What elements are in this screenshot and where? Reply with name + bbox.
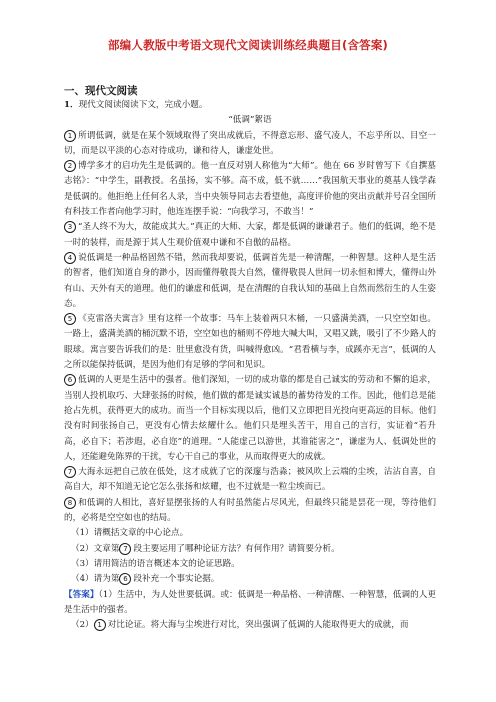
document-content <box>64 98 436 633</box>
paragraph-text: 所谓低调，就是在某个领域取得了突出成就后，不得意忘形、盛气凌人，不忘乎所以、目空一切，而是以平淡的心态对待成功，谦和待人，谦虚处世。 <box>64 130 436 156</box>
sub-question-text: （2）文章第 <box>71 543 120 554</box>
paragraph-number-badge: 7 <box>119 543 131 555</box>
paragraph-5 <box>64 312 436 373</box>
paragraph-1 <box>64 129 436 160</box>
paragraph-number-badge: 6 <box>64 374 76 386</box>
paragraph-text: “圣人终不为大，故能成其大。”真正的大师、大家，都是低调的谦谦君子。他们的低调，绝不是一时的装样，而是源于其人生观价值观中谦和不自傲的品格。 <box>64 222 436 248</box>
question-number: 1． <box>64 100 79 110</box>
document-title: 部编人教版中考语文现代文阅读训练经典题目(含答案) <box>107 38 388 52</box>
answer-1 <box>64 588 436 619</box>
paragraph-8 <box>64 496 436 527</box>
paragraph-number-badge: 1 <box>64 130 76 142</box>
sub-question-text: 段主要运用了哪种论证方法？有何作用？请简要分析。 <box>133 543 340 554</box>
answer-tag: 【答案】 <box>64 589 99 600</box>
sub-question-text: 段补充一个事实论据。 <box>133 574 220 585</box>
paragraph-text: 和低调的人相比，喜好显摆张扬的人有时虽然能占尽风光，但最终只能是昙花一现，等待他们的，必将是空空如也的结局。 <box>64 497 436 524</box>
answer-text: （2） <box>71 620 94 631</box>
paragraph-number-badge: 6 <box>119 573 131 585</box>
sub-question-text: （4）请为第 <box>71 574 120 585</box>
paragraph-2 <box>64 159 436 220</box>
paragraph-number-badge: 5 <box>64 313 76 325</box>
question-intro <box>64 98 436 113</box>
paragraph-text: 大海永远把自己放在低处，这才成就了它的深邃与浩淼；被风吹上云端的尘埃，沾沾自喜，自高自大，却不知道无论它怎么张扬和炫耀，也不过就是一粒尘埃而已。 <box>64 467 436 493</box>
answer-2 <box>64 618 436 633</box>
paragraph-3 <box>64 220 436 251</box>
question-intro-text: 现代文阅读阅读下文，完成小题。 <box>78 100 208 110</box>
sub-question-4 <box>64 572 436 587</box>
paragraph-number-badge: 8 <box>64 497 76 509</box>
answer-text: （1）生活中，为人处世要低调。或：低调是一种品格、一种清醒、一种智慧，低调的人更是生活中的强者。 <box>64 589 436 615</box>
sub-question-2 <box>64 542 436 557</box>
sub-question-3: （3）请用简洁的语言概述本文的论证思路。 <box>71 558 240 569</box>
answer-text: 对比论证。将大海与尘埃进行对比，突出强调了低调的人能取得更大的成就，而 <box>107 620 409 631</box>
paragraph-7 <box>64 465 436 496</box>
paragraph-text: 博学多才的启功先生是低调的。他一直反对别人称他为“大师”。他在 66 岁时曾写下《自撰墓志铭》：“中学生，副教授。名虽扬，实不够。高不成，低不就……”我国航天事业的奠基人钱学森是低调的。他拒绝上任何名人录，当中央领导同志去看望他，高度评价他的突出贡献并号召全国所有科技工作者向他学习时，他连连摆手说：“向我学习，不敢当！” <box>64 161 436 218</box>
sub-question-1: （1）请概括文章的中心论点。 <box>71 528 189 539</box>
paragraph-number-badge: 3 <box>64 221 76 233</box>
paragraph-number-badge: 2 <box>64 160 76 172</box>
paragraph-text: 低调的人更是生活中的强者。他们深知，一切的成功靠的都是自己诚实的劳动和不懈的追求，当别人投机取巧、大肆张扬的时候，他们做的都是诚实诚恳的蓄势待发的工作。因此，他们总是能抢占先机，获得更大的成功。而当一个目标实现以后，他们又立即把目光投向更高远的目标。他们没有时间张扬自己，更没有心情去炫耀什么。他们只是埋头苦干，用自己的言行，实证着“若升高，必自下；若涉遐，必自迩”的道理。“人能虚己以游世，其谁能害之”，谦虚为人、低调处世的人，还能避免陈界的干扰，专心干自己的事业，从而取得更大的成就。 <box>64 375 436 462</box>
paragraph-number-badge: 7 <box>64 466 76 478</box>
paragraph-number-badge: 1 <box>94 619 106 631</box>
essay-title: “低调”絮语 <box>228 115 272 126</box>
paragraph-text: 《克雷洛夫寓言》里有这样一个故事：马车上装着两只木桶，一只盛满美酒，一只空空如也。一路上，盛满美酒的桶沉默不语，空空如也的桶则不停地大喊大叫，又唱又跳，吸引了不少路人的眼球。寓言要告诉我们的是：肚里愈没有货，叫喊得愈凶。“君看横与李，成蹊亦无言”，低调的人之所以能保持低调，是因为他们有足够的学问和见识。 <box>64 314 436 371</box>
paragraph-6 <box>64 373 436 465</box>
paragraph-text: 说低调是一种品格固然不错，然而我却要说，低调首先是一种清醒，一种智慧。这种人是生活的智者，他们知道自身的渺小，因而懂得敬畏大自然，懂得敬畏人世间一切永恒和博大，懂得山外有山、天外有天的道理。他们的谦虚和低调，是在清醒的自我认知的基础上自然而然衍生的人生姿态。 <box>64 252 436 309</box>
paragraph-4 <box>64 251 436 312</box>
section-heading: 一、现代文阅读 <box>64 85 138 97</box>
paragraph-number-badge: 4 <box>64 252 76 264</box>
